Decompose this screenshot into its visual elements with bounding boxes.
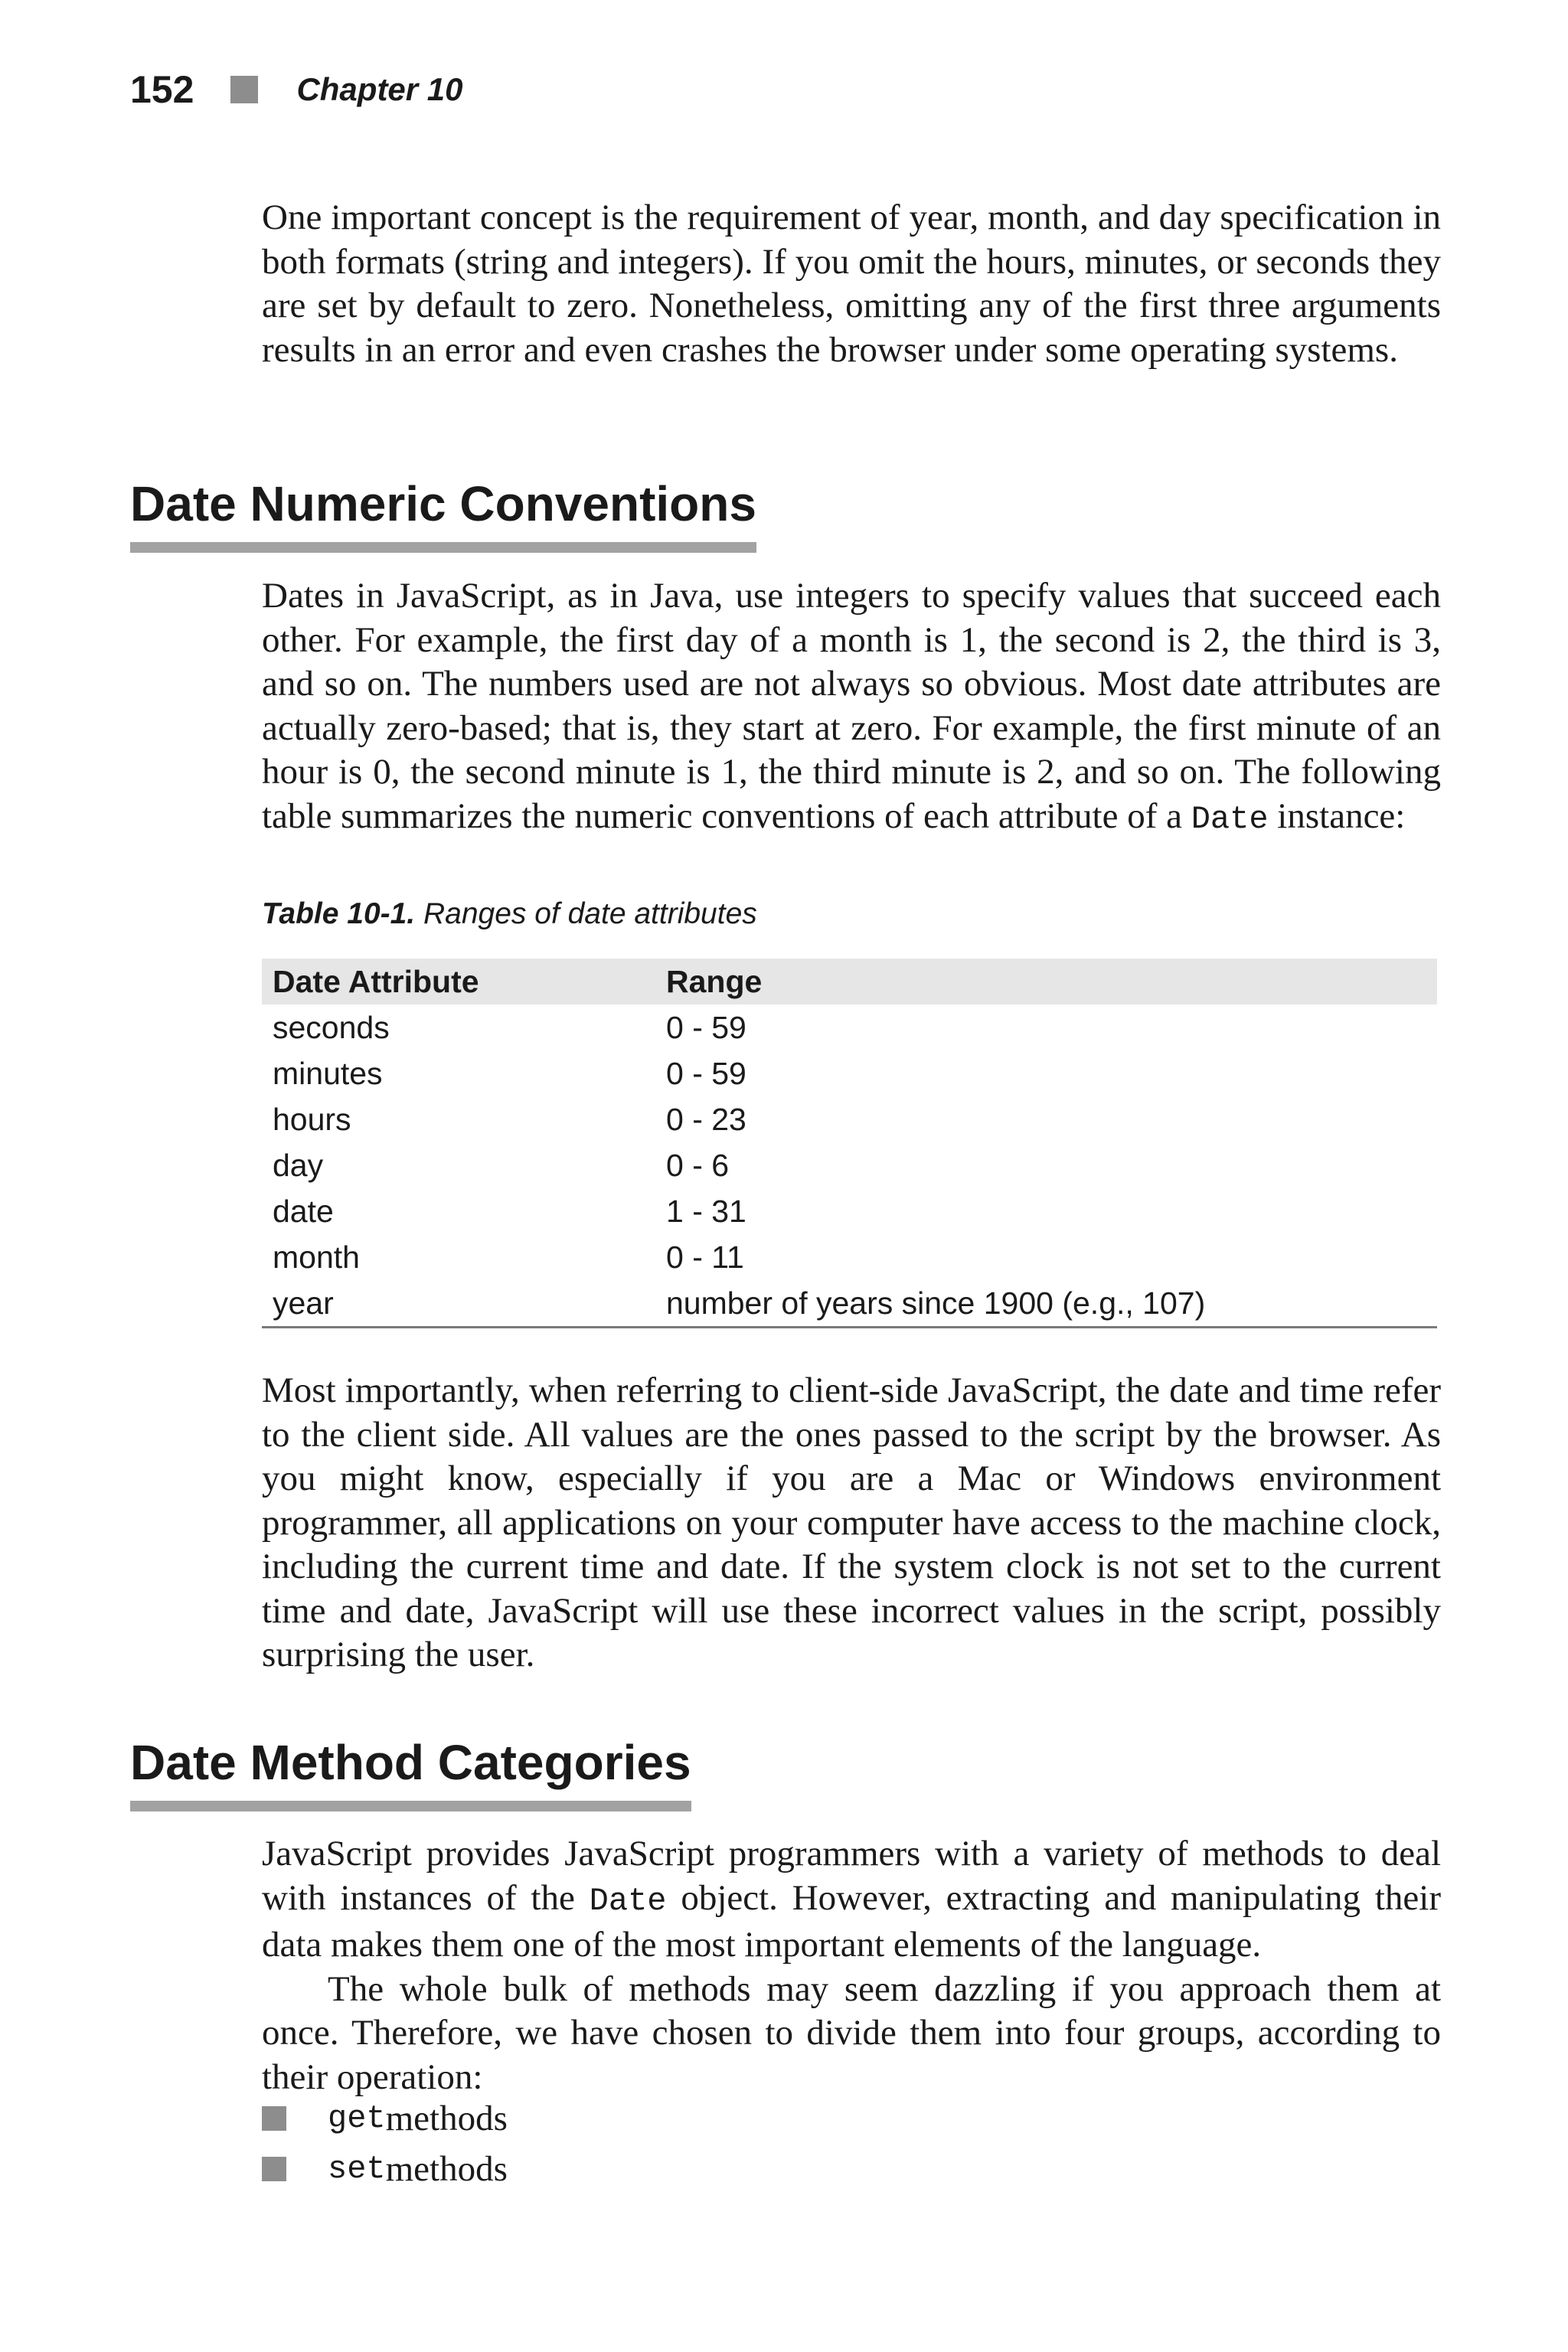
- table-caption-label: Table 10-1.: [262, 897, 416, 930]
- table-row: [262, 1234, 1437, 1280]
- method-label: methods: [385, 2149, 508, 2189]
- running-header: [130, 67, 463, 112]
- range-cell: 0 - 6: [666, 1147, 730, 1183]
- range-cell: 0 - 23: [666, 1101, 746, 1137]
- bullet-square-icon: [262, 2106, 286, 2131]
- section1-paragraph: [262, 574, 1441, 841]
- attribute-cell: seconds: [273, 1009, 390, 1045]
- attribute-cell: year: [273, 1285, 334, 1321]
- range-cell: number of years since 1900 (e.g., 107): [666, 1285, 1206, 1321]
- table-row: [262, 1142, 1437, 1188]
- section2-paragraphs: [262, 1832, 1441, 2099]
- table-caption-text: Ranges of date attributes: [415, 897, 757, 930]
- page-number: 152: [130, 68, 194, 111]
- bullet-square-icon: [262, 2157, 286, 2181]
- table-row: [262, 1096, 1437, 1142]
- column-header-range: Range: [655, 959, 1437, 1004]
- intro-paragraph: [262, 196, 1441, 372]
- section-heading-date-numeric-conventions: Date Numeric Conventions: [130, 479, 756, 553]
- attribute-cell: day: [273, 1147, 324, 1183]
- table-row: [262, 1280, 1437, 1328]
- intro-text: One important concept is the requirement of year, month, and day specification in both formats (string and integers). If you omit the hours, minutes, or seconds they are set by default to zero. Nonetheless, omitting any of the first three arguments results in an error and even crashes the browser under some operating systems.: [262, 198, 1441, 370]
- table-caption: [262, 897, 757, 931]
- method-code: set: [328, 2151, 386, 2187]
- chapter-label: Chapter 10: [296, 71, 463, 107]
- method-label: methods: [385, 2099, 508, 2138]
- date-attributes-table: [262, 959, 1437, 1328]
- attribute-cell: month: [273, 1239, 360, 1275]
- method-code: get: [328, 2100, 386, 2137]
- section1-text-2: Most importantly, when referring to client-side JavaScript, the date and time refer to the client side. All values are the ones passed to the script by the browser. As you might know, especially if you are a Mac or Windows environment programmer, all applications on your computer have access to the machine clock, including the current time and date. If the system clock is not set to the current time and date, JavaScript will use these incorrect values in the script, possibly surprising the user.: [262, 1370, 1441, 1674]
- section2-text-2: The whole bulk of methods may seem dazzling if you approach them at once. Therefore, we have chosen to divide them into four groups, according to their operation:: [262, 1968, 1441, 2097]
- table-header-row: [262, 959, 1437, 1004]
- column-header-attribute: Date Attribute: [262, 959, 655, 1004]
- range-cell: 1 - 31: [666, 1193, 746, 1229]
- range-cell: 0 - 59: [666, 1009, 746, 1045]
- list-item: [262, 2093, 508, 2144]
- section1-text: Dates in JavaScript, as in Java, use integers to specify values that succeed each other. For example, the first day of a month is 1, the second is 2, the third is 3, and so on. The numbers used are not always so obvious. Most date attributes are actually zero-based; that is, they start at zero. For example, the first minute of an hour is 0, the second minute is 1, the third minute is 2, and so on. The following table summarizes the numeric conventions of each attribute of a Date instance:: [262, 576, 1441, 838]
- method-categories-list: [262, 2093, 508, 2194]
- range-cell: 0 - 59: [666, 1055, 746, 1091]
- section1-paragraph-2: [262, 1369, 1441, 1677]
- attribute-cell: minutes: [273, 1055, 383, 1091]
- list-item: [262, 2144, 508, 2194]
- table-row: [262, 1004, 1437, 1050]
- inline-code: Date: [589, 1882, 667, 1919]
- section-heading-date-method-categories: Date Method Categories: [130, 1738, 691, 1811]
- range-cell: 0 - 11: [666, 1239, 744, 1275]
- attribute-cell: date: [273, 1193, 334, 1229]
- table-row: [262, 1050, 1437, 1096]
- attribute-cell: hours: [273, 1101, 351, 1137]
- inline-code: Date: [1191, 800, 1269, 838]
- table-row: [262, 1188, 1437, 1234]
- header-square-icon: [230, 76, 258, 103]
- section2-text-1: JavaScript provides JavaScript programmers with a variety of methods to deal with instances of the Date object. However, extracting and manipulating their data makes them one of the most important elements of the language.: [262, 1834, 1441, 1965]
